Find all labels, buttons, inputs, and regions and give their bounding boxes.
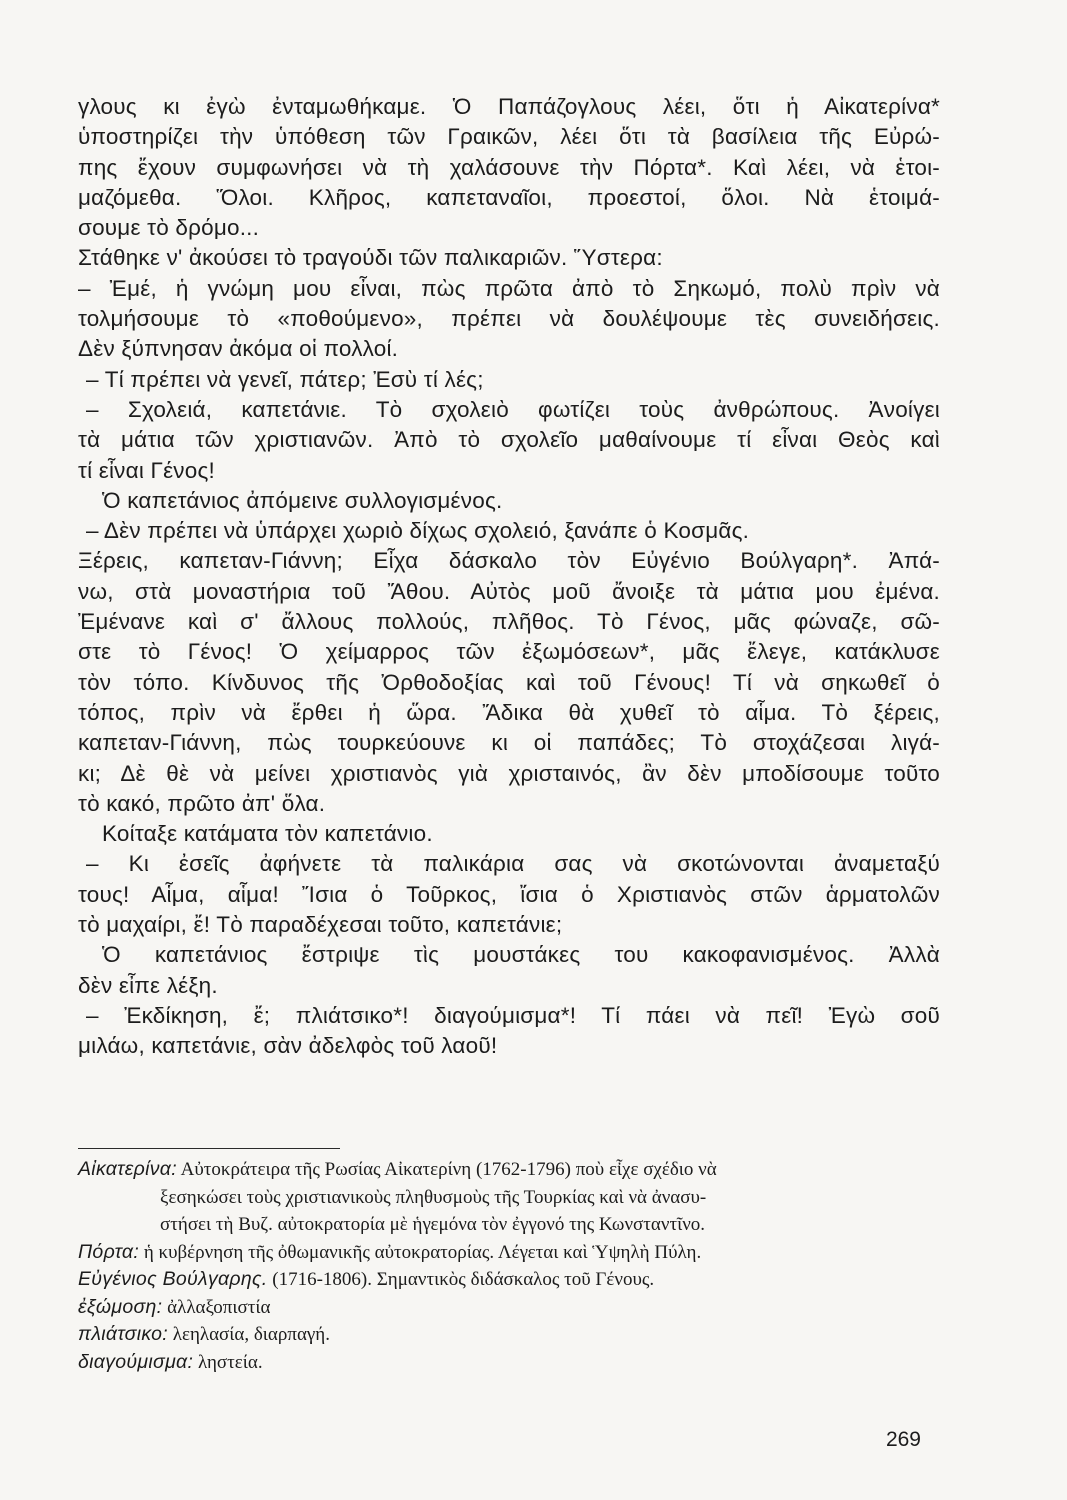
footnote-term: Αἰκατερίνα: <box>78 1158 177 1180</box>
footnote <box>78 1156 948 1239</box>
footnote-term: ἐξώμοση: <box>78 1295 163 1318</box>
footnote-divider <box>78 1148 340 1149</box>
text-line: – Κι ἐσεῖς ἀφήνετε τὰ παλικάρια σας νὰ σκοτώνονται ἀναμεταξύ <box>86 851 940 877</box>
text-line: μιλάω, καπετάνιε, σὰν ἀδελφὸς τοῦ λαοῦ! <box>78 1033 498 1059</box>
text-line: Ὁ καπετάνιος ἔστριψε τὶς μουστάκες του κακοφανισμένος. Ἀλλὰ <box>102 942 940 968</box>
text-line: – Τί πρέπει νὰ γενεῖ, πάτερ; Ἐσὺ τί λές; <box>86 366 484 392</box>
text-line: πης ἔχουν συμφωνήσει νὰ τὴ χαλάσουνε τὴν Πόρτα*. Καὶ λέει, νὰ ἑτοι- <box>78 154 940 180</box>
text-line: μαζόμεθα. Ὅλοι. Κλῆρος, καπεταναῖοι, προεστοί, ὅλοι. Νὰ ἑτοιμά- <box>78 184 940 210</box>
text-line: Στάθηκε ν' ἀκούσει τὸ τραγούδι τῶν παλικαριῶν. Ὕστερα: <box>78 245 663 271</box>
text-line: νω, στὰ μοναστήρια τοῦ Ἄθου. Αὐτὸς μοῦ ἄνοιξε τὰ μάτια μου ἐμένα. <box>78 578 940 604</box>
text-line: καπεταν-Γιάννη, πὼς τουρκεύουνε κι οἱ παπάδες; Τὸ στοχάζεσαι λιγά- <box>78 730 940 756</box>
text-line: Δὲν ξύπνησαν ἀκόμα οἱ πολλοί. <box>78 336 399 362</box>
text-line: – Ἐκδίκηση, ἔ; πλιάτσικο*! διαγούμισμα*! Τί πάει νὰ πεῖ! Ἐγὼ σοῦ <box>86 1002 940 1028</box>
book-page <box>78 92 940 1472</box>
footnote-text-continued: ξεσηκώσει τοὺς χριστιανικοὺς πληθυσμοὺς τῆς Τουρκίας καὶ νὰ ἀνασυ- <box>160 1186 707 1208</box>
text-line: τους! Αἷμα, αἷμα! Ἴσια ὁ Τοῦρκος, ἴσια ὁ Χριστιανὸς στῶν ἁρματολῶν <box>78 881 940 907</box>
text-line: – Ἐμέ, ἡ γνώμη μου εἶναι, πὼς πρῶτα ἀπὸ τὸ Σηκωμό, πολὺ πρὶν νὰ <box>78 275 940 301</box>
footnote <box>78 1239 948 1267</box>
footnote-term: Εὐγένιος Βούλγαρης. <box>78 1268 268 1290</box>
text-line: τὸ κακό, πρῶτο ἀπ' ὅλα. <box>78 790 326 816</box>
text-line: τολμήσουμε τὸ «ποθούμενο», πρέπει νὰ δουλέψουμε τὲς συνειδήσεις. <box>78 306 940 332</box>
text-line: Ἐμένανε καὶ σ' ἄλλους πολλούς, πλῆθος. Τὸ Γένος, μᾶς φώναζε, σῶ- <box>78 609 940 635</box>
text-line: Κοίταξε κατάματα τὸν καπετάνιο. <box>102 821 433 847</box>
footnote-text: ἀλλαξοπιστία <box>167 1296 271 1318</box>
footnote <box>78 1321 948 1349</box>
footnote-term: διαγούμισμα: <box>78 1350 194 1373</box>
text-line: γλους κι ἐγὼ ἐνταμωθήκαμε. Ὁ Παπάζογλους λέει, ὅτι ἡ Αἰκατερίνα* <box>78 94 940 119</box>
page-number: 269 <box>885 1428 921 1451</box>
footnote-term: πλιάτσικο: <box>78 1323 168 1345</box>
text-line: – Σχολειά, καπετάνιε. Τὸ σχολειὸ φωτίζει τοὺς ἀνθρώπους. Ἀνοίγει <box>86 396 940 422</box>
footnote-term: Πόρτα: <box>78 1240 140 1263</box>
text-line: τί εἶναι Γένος! <box>78 457 215 483</box>
text-line: τὸ μαχαίρι, ἔ! Τὸ παραδέχεσαι τοῦτο, καπετάνιε; <box>78 912 563 938</box>
text-line: ὑποστηρίζει τὴν ὑπόθεση τῶν Γραικῶν, λέει ὅτι τὰ βασίλεια τῆς Εὐρώ- <box>78 124 940 150</box>
text-line: στε τὸ Γένος! Ὁ χείμαρρος τῶν ἐξωμόσεων*, μᾶς ἔλεγε, κατάκλυσε <box>78 639 940 665</box>
main-text <box>78 92 940 1062</box>
text-line: Ξέρεις, καπεταν-Γιάννη; Εἶχα δάσκαλο τὸν Εὐγένιο Βούλγαρη*. Ἀπά- <box>78 548 940 574</box>
text-line: Ὁ καπετάνιος ἀπόμεινε συλλογισμένος. <box>102 487 503 513</box>
footnote-text: ληστεία. <box>197 1351 263 1373</box>
footnote-text-continued: στήσει τὴ Βυζ. αὐτοκρατορία μὲ ἡγεμόνα τὸν ἐγγονό της Κωνσταντῖνο. <box>160 1214 706 1235</box>
footnote <box>78 1349 948 1377</box>
footnote-text: λεηλασία, διαρπαγή. <box>172 1324 330 1345</box>
footnote-text: ἡ κυβέρνηση τῆς ὀθωμανικῆς αὐτοκρατορίας. Λέγεται καὶ Ὑψηλὴ Πύλη. <box>143 1241 702 1263</box>
footnote-text: Αὐτοκράτειρα τῆς Ρωσίας Αἰκατερίνη (1762-1796) ποὺ εἶχε σχέδιο νὰ <box>180 1159 717 1180</box>
footnote-text: (1716-1806). Σημαντικὸς διδάσκαλος τοῦ Γένους. <box>272 1269 655 1290</box>
text-line: τὸν τόπο. Κίνδυνος τῆς Ὀρθοδοξίας καὶ τοῦ Γένους! Τί νὰ σηκωθεῖ ὁ <box>78 669 940 695</box>
footnote <box>78 1266 948 1294</box>
text-line: δὲν εἶπε λέξη. <box>78 972 218 998</box>
footnotes <box>78 1156 948 1376</box>
text-line: σουμε τὸ δρόμο... <box>78 215 260 241</box>
footnote <box>78 1294 948 1322</box>
text-line: τὰ μάτια τῶν χριστιανῶν. Ἀπὸ τὸ σχολεῖο μαθαίνουμε τί εἶναι Θεὸς καὶ <box>78 427 940 453</box>
text-line: – Δὲν πρέπει νὰ ὑπάρχει χωριὸ δίχως σχολειό, ξανάπε ὁ Κοσμᾶς. <box>86 518 750 544</box>
text-line: κι; Δὲ θὲ νὰ μείνει χριστιανὸς γιὰ χρισταινός, ἂν δὲν μποδίσουμε τοῦτο <box>78 760 940 786</box>
text-line: τόπος, πρὶν νὰ ἔρθει ἡ ὥρα. Ἄδικα θὰ χυθεῖ τὸ αἷμα. Τὸ ξέρεις, <box>78 699 940 725</box>
